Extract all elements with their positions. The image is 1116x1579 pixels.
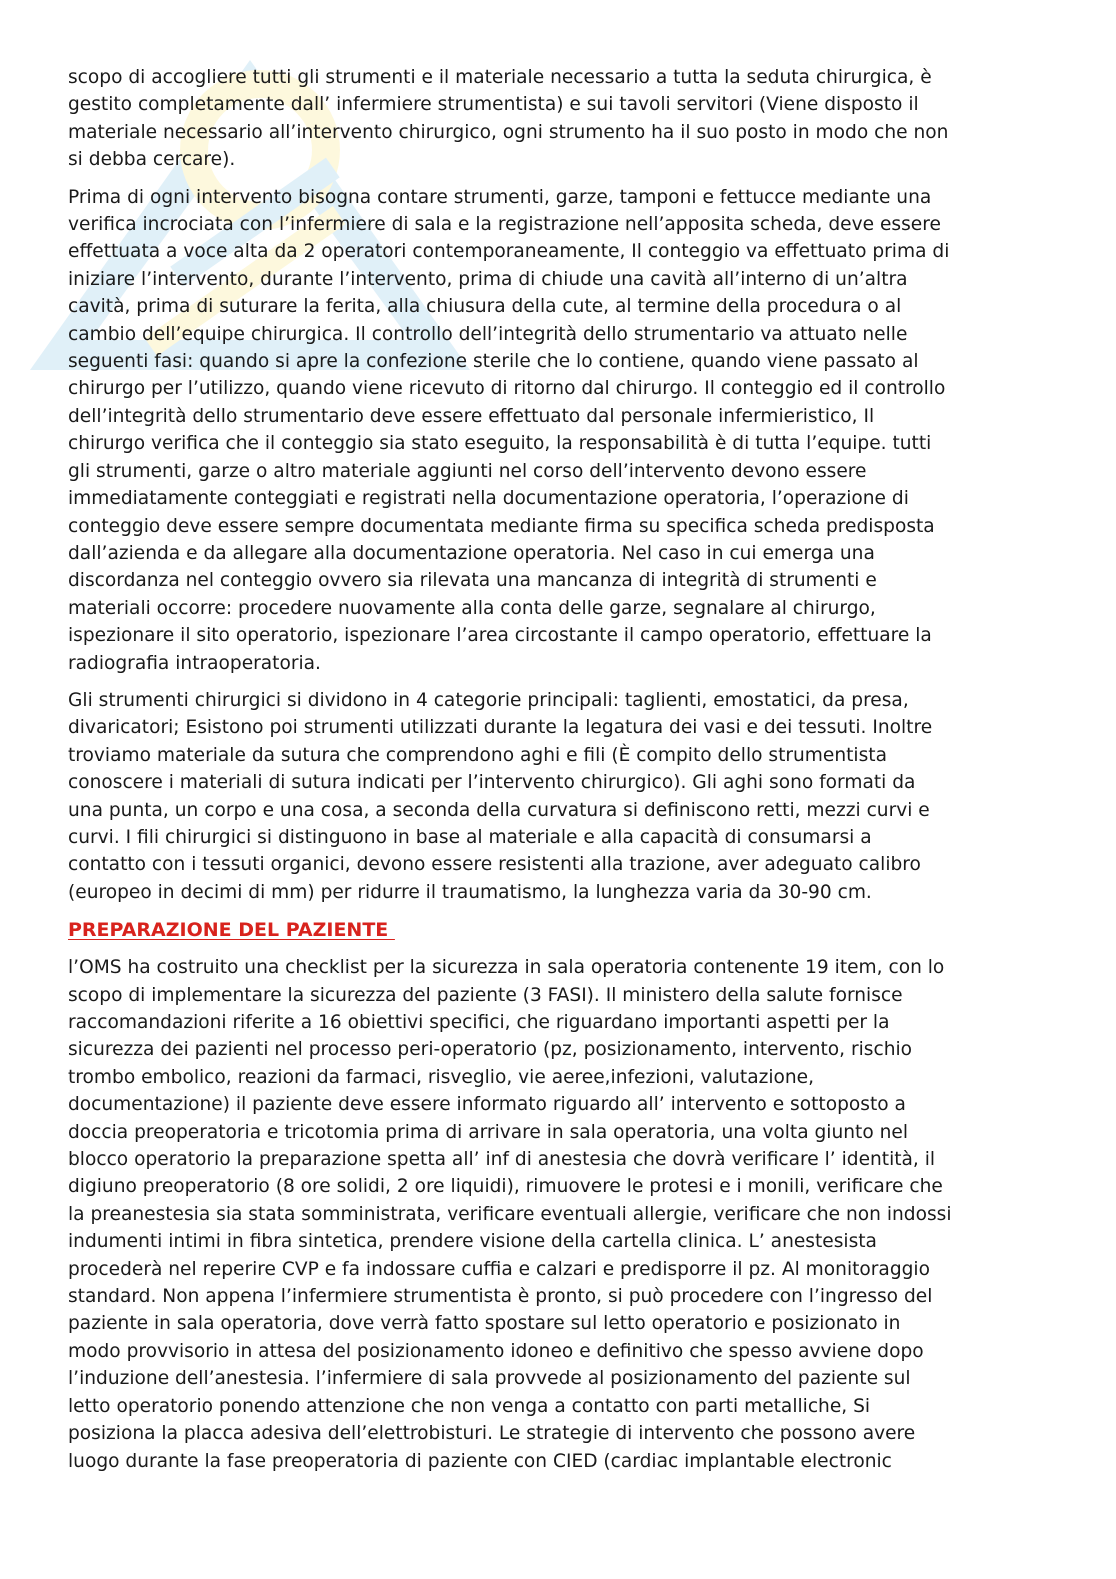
text-line: Prima di ogni intervento bisogna contare strumenti, garze, tamponi e fettucce mediante una: [68, 186, 932, 208]
text-line: cambio dell’equipe chirurgica. Il controllo dell’integrità dello strumentario va attuato nelle: [68, 323, 908, 345]
text-line: materiali occorre: procedere nuovamente alla conta delle garze, segnalare al chirurgo,: [68, 597, 876, 619]
text-line: trombo embolico, reazioni da farmaci, risveglio, vie aeree,infezioni, valutazione,: [68, 1066, 815, 1088]
paragraph: [68, 64, 1048, 174]
text-line: chirurgo verifica che il conteggio sia stato eseguito, la responsabilità è di tutta l’equipe. tutti: [68, 433, 932, 455]
text-line: Gli strumenti chirurgici si dividono in 4 categorie principali: taglienti, emostatici, da presa,: [68, 689, 909, 711]
text-line: conoscere i materiali di sutura indicati per l’intervento chirurgico). Gli aghi sono formati da: [68, 772, 916, 794]
body-section-after: [68, 954, 1048, 1475]
text-line: si debba cercare).: [68, 149, 236, 171]
text-line: sicurezza dei pazienti nel processo peri-operatorio (pz, posizionamento, intervento, rischio: [68, 1039, 913, 1061]
text-line: modo provvisorio in attesa del posizionamento idoneo e definitivo che spesso avviene dopo: [68, 1340, 924, 1362]
text-line: chirurgo per l’utilizzo, quando viene ricevuto di ritorno dal chirurgo. Il conteggio ed il controllo: [68, 378, 946, 400]
text-line: dell’integrità dello strumentario deve essere effettuato dal personale infermieristico, Il: [68, 405, 875, 427]
paragraph: [68, 687, 1048, 906]
text-line: contatto con i tessuti organici, devono essere resistenti alla trazione, aver adeguato calibro: [68, 854, 921, 876]
text-line: letto operatorio ponendo attenzione che non venga a contatto con parti metalliche, Si: [68, 1395, 871, 1417]
text-line: luogo durante la fase preoperatoria di paziente con CIED (cardiac implantable electronic: [68, 1450, 892, 1472]
text-line: effettuata a voce alta da 2 operatori contemporaneamente, Il conteggio va effettuato prima di: [68, 241, 950, 263]
paragraph: [68, 954, 1048, 1475]
text-line: scopo di implementare la sicurezza del paziente (3 FASI). Il ministero della salute fornisce: [68, 984, 903, 1006]
text-line: curvi. I fili chirurgici si distinguono in base al materiale e alla capacità di consumarsi a: [68, 826, 872, 848]
text-line: scopo di accogliere tutti gli strumenti e il materiale necessario a tutta la seduta chirurgica, è: [68, 67, 932, 88]
text-line: conteggio deve essere sempre documentata mediante firma su specifica scheda predisposta: [68, 515, 935, 537]
text-line: iniziare l’intervento, durante l’intervento, prima di chiude una cavità all’interno di un’altra: [68, 268, 908, 290]
text-line: ispezionare il sito operatorio, ispezionare l’area circostante il campo operatorio, effettuare la: [68, 625, 932, 647]
text-line: gestito completamente dall’ infermiere strumentista) e sui tavoli servitori (Viene disposto il: [68, 94, 919, 116]
text-line: seguenti fasi: quando si apre la confezione sterile che lo contiene, quando viene passato al: [68, 351, 919, 373]
text-line: raccomandazioni riferite a 16 obiettivi specifici, che riguardano importanti aspetti per la: [68, 1012, 890, 1033]
section-heading: PREPARAZIONE DEL PAZIENTE: [68, 919, 395, 942]
text-line: discordanza nel conteggio ovvero sia rilevata una mancanza di integrità di strumenti e: [68, 570, 877, 592]
text-line: l’OMS ha costruito una checklist per la sicurezza in sala operatoria contenente 19 item, con lo: [68, 957, 945, 979]
text-line: blocco operatorio la preparazione spetta all’ inf di anestesia che dovrà verificare l’ identità, il: [68, 1149, 936, 1171]
body-section-before: [68, 64, 1048, 906]
text-line: troviamo materiale da sutura che comprendono aghi e fili (È compito dello strumentista: [68, 744, 887, 766]
text-line: divaricatori; Esistono poi strumenti utilizzati durante la legatura dei vasi e dei tessuti. Inoltre: [68, 717, 933, 739]
text-line: paziente in sala operatoria, dove verrà fatto spostare sul letto operatorio e posizionato in: [68, 1313, 901, 1335]
text-line: (europeo in decimi di mm) per ridurre il traumatismo, la lunghezza varia da 30-90 cm.: [68, 881, 872, 903]
text-line: cavità, prima di suturare la ferita, alla chiusura della cute, al termine della procedura o al: [68, 296, 902, 318]
text-line: materiale necessario all’intervento chirurgico, ogni strumento ha il suo posto in modo che non: [68, 121, 949, 143]
text-line: indumenti intimi in fibra sintetica, prendere visione della cartella clinica. L’ anestesista: [68, 1231, 877, 1253]
text-line: gli strumenti, garze o altro materiale aggiunti nel corso dell’intervento devono essere: [68, 460, 867, 482]
text-line: doccia preoperatoria e tricotomia prima di arrivare in sala operatoria, una volta giunto nel: [68, 1121, 909, 1143]
paragraph: [68, 184, 1048, 677]
text-line: procederà nel reperire CVP e fa indossare cuffia e calzari e predisporre il pz. Al monitoraggio: [68, 1258, 930, 1280]
text-line: standard. Non appena l’infermiere strumentista è pronto, si può procedere con l’ingresso del: [68, 1286, 933, 1308]
text-line: digiuno preoperatorio (8 ore solidi, 2 ore liquidi), rimuovere le protesi e i monili, verificare che: [68, 1176, 943, 1198]
text-line: verifica incrociata con l’infermiere di sala e la registrazione nell’apposita scheda, deve essere: [68, 214, 941, 236]
text-line: una punta, un corpo e una cosa, a seconda della curvatura si definiscono retti, mezzi curvi e: [68, 799, 930, 821]
text-line: posiziona la placca adesiva dell’elettrobisturi. Le strategie di intervento che possono avere: [68, 1423, 916, 1445]
text-line: dall’azienda e da allegare alla documentazione operatoria. Nel caso in cui emerga una: [68, 542, 875, 564]
text-line: l’induzione dell’anestesia. l’infermiere di sala provvede al posizionamento del paziente sul: [68, 1368, 911, 1390]
text-line: immediatamente conteggiati e registrati nella documentazione operatoria, l’operazione di: [68, 488, 909, 510]
document-page: [68, 64, 1048, 1485]
text-line: documentazione) il paziente deve essere informato riguardo all’ intervento e sottoposto a: [68, 1094, 906, 1116]
text-line: la preanestesia sia stata somministrata, verificare eventuali allergie, verificare che non indossi: [68, 1203, 952, 1225]
text-line: radiografia intraoperatoria.: [68, 652, 321, 674]
